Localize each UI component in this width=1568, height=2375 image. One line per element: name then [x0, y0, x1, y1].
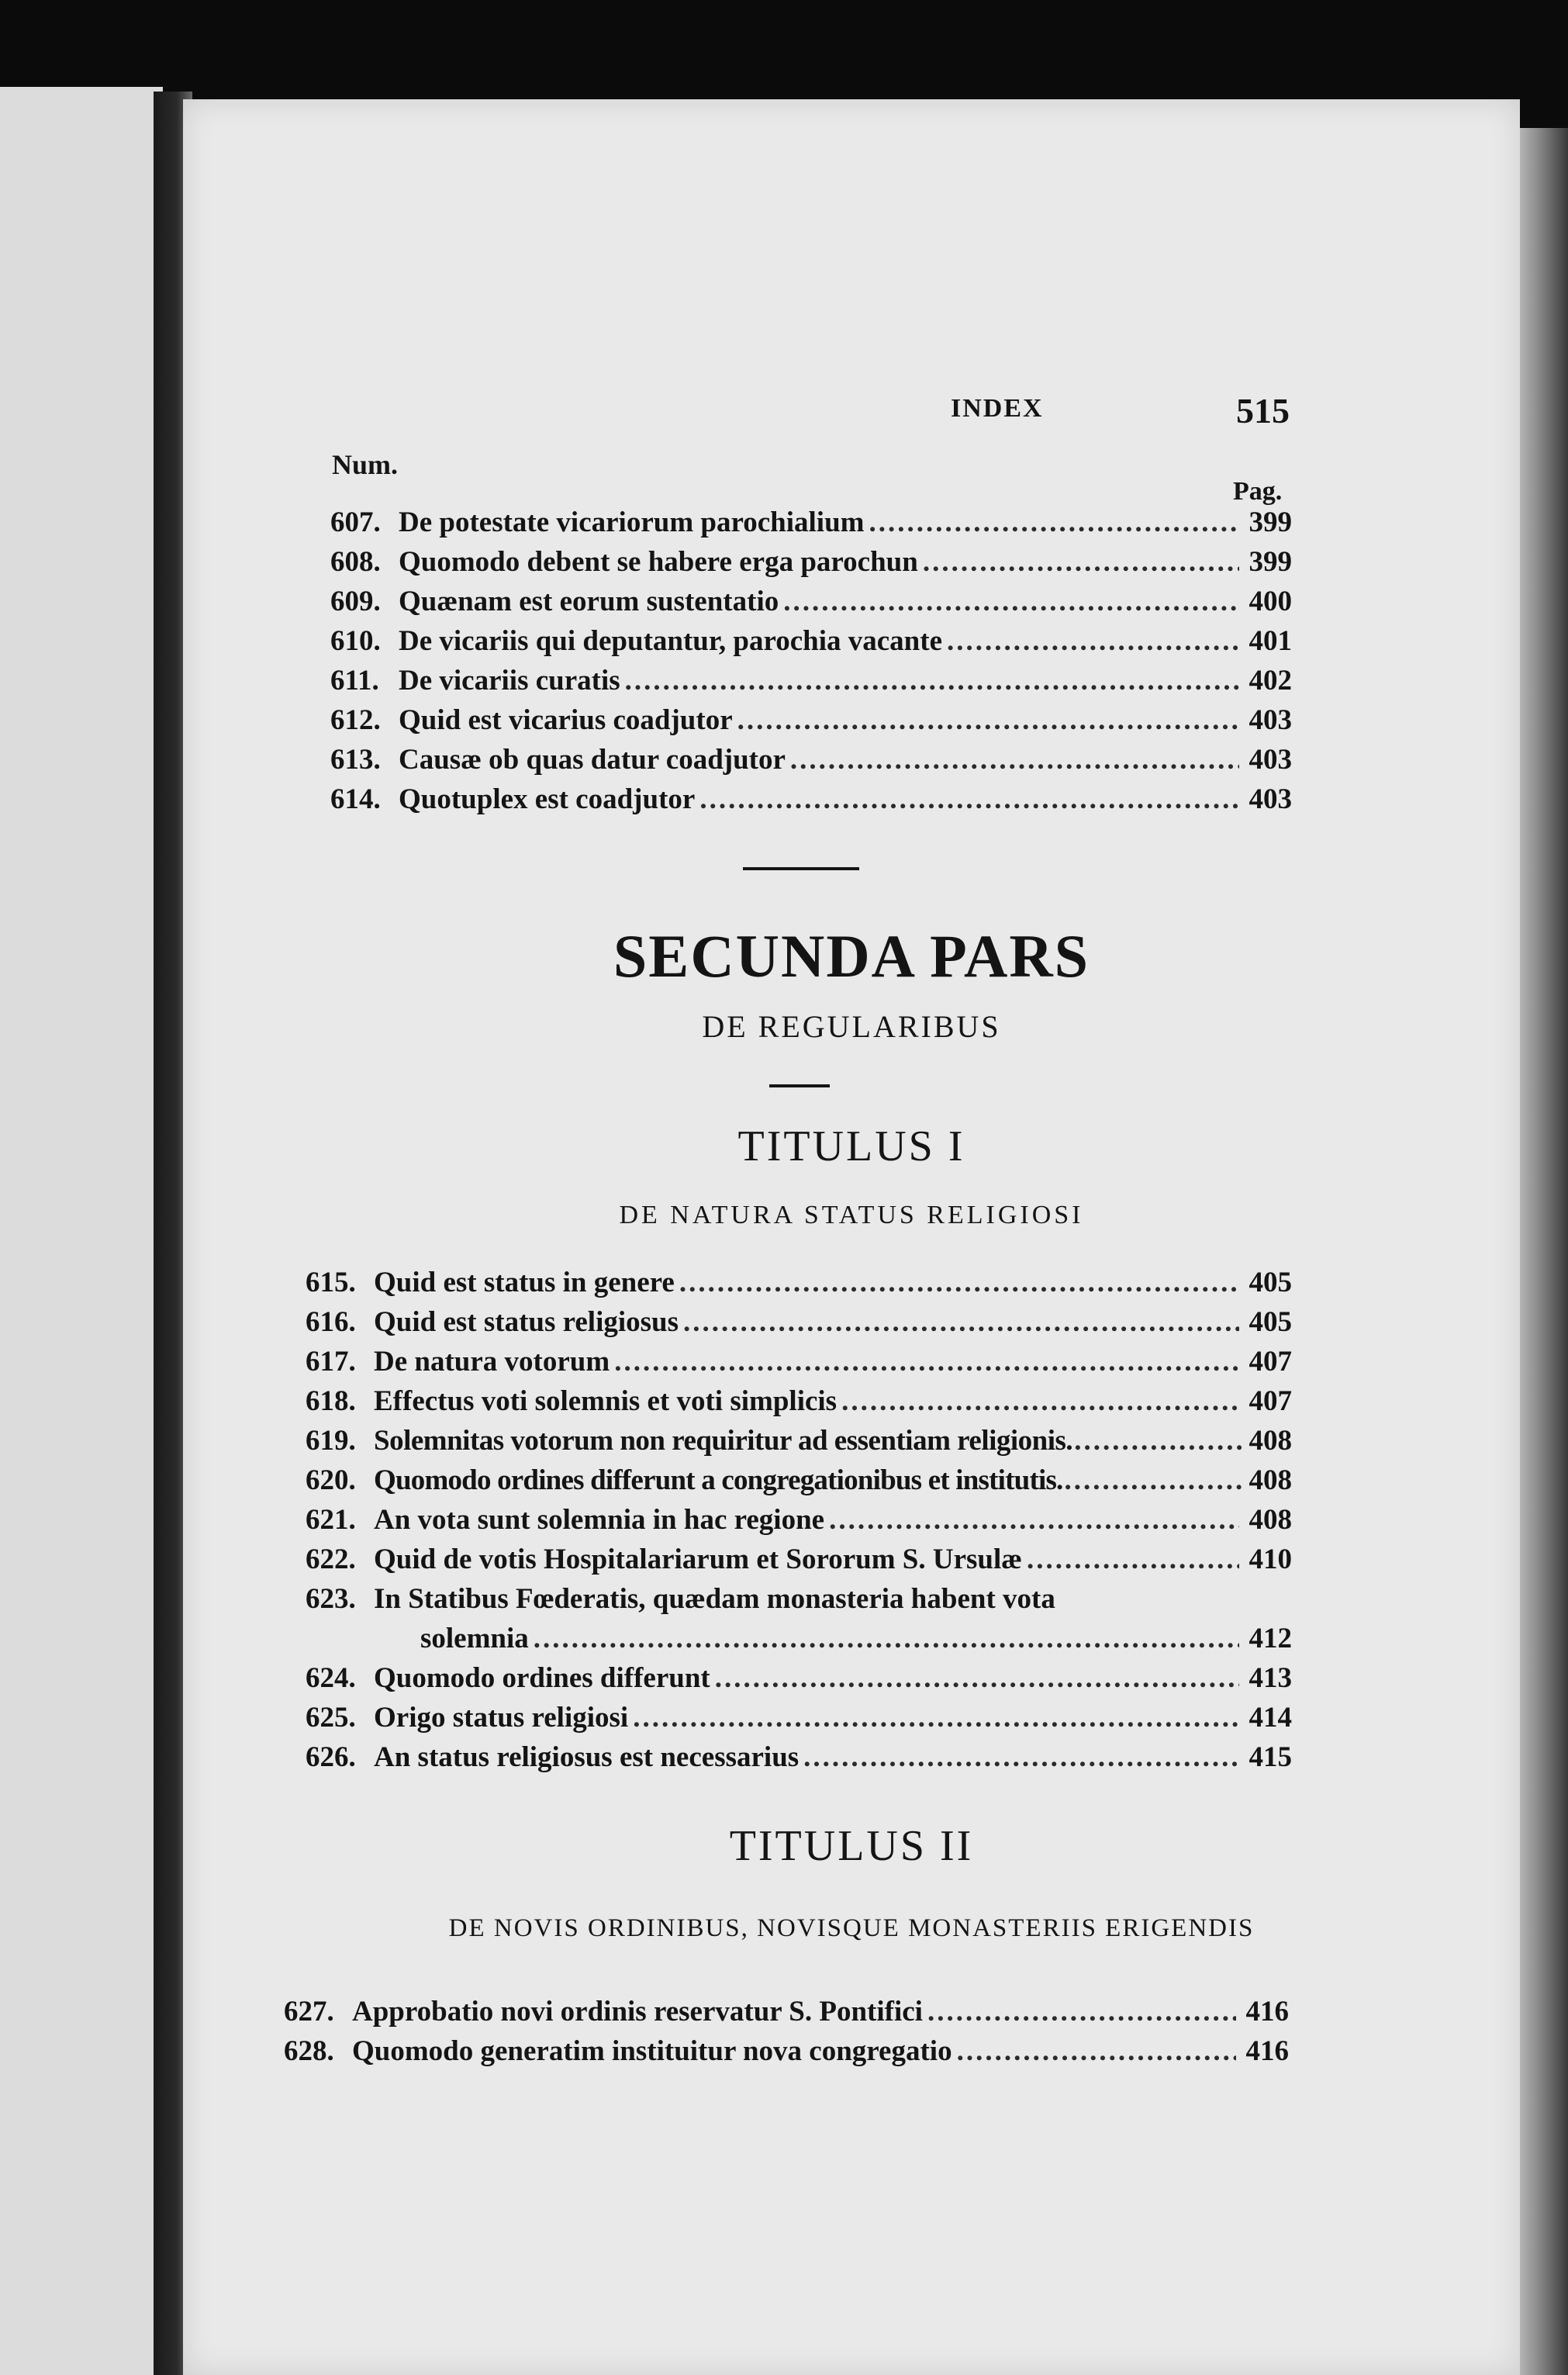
entry-title: Quænam est eorum sustentatio	[399, 586, 779, 617]
leader-dots	[683, 1302, 1239, 1342]
part-subtitle: DE REGULARIBUS	[702, 1009, 1001, 1044]
entry-page: 408	[1249, 1464, 1292, 1496]
toc-entry	[306, 1421, 1292, 1461]
leader-dots	[957, 2031, 1236, 2071]
entry-title: Effectus voti solemnis et voti simplicis	[374, 1385, 838, 1417]
entry-number: 621.	[306, 1504, 356, 1536]
leader-dots	[625, 661, 1239, 700]
toc-entry	[306, 1302, 1292, 1342]
toc-entry	[330, 700, 1292, 740]
toc-entry	[306, 1737, 1292, 1777]
titulus-1-heading: TITULUS I	[737, 1122, 965, 1170]
leader-dots	[1074, 1421, 1242, 1461]
entry-number: 617.	[306, 1346, 356, 1378]
titulus-2-heading: TITULUS II	[729, 1822, 974, 1870]
leader-dots	[633, 1698, 1239, 1737]
entry-title: Quid est vicarius coadjutor	[399, 704, 733, 736]
leader-dots	[534, 1619, 1239, 1658]
leader-dots	[841, 1381, 1239, 1421]
entry-number: 622.	[306, 1544, 356, 1575]
divider-rule	[769, 1084, 830, 1087]
entry-number: 612.	[330, 704, 381, 736]
entry-page: 399	[1249, 506, 1292, 538]
entry-number: 624.	[306, 1662, 356, 1694]
toc-entry	[330, 740, 1292, 780]
page-column-label: Pag.	[1233, 477, 1283, 506]
leader-dots	[947, 621, 1239, 661]
entry-number: 627.	[284, 1996, 334, 2028]
toc-entry	[330, 661, 1292, 700]
toc-entry	[330, 503, 1292, 542]
entry-page: 407	[1249, 1346, 1292, 1378]
toc-entry	[306, 1500, 1292, 1540]
toc-titulus-1	[306, 1263, 1292, 1777]
entry-title: An status religiosus est necessarius	[374, 1741, 800, 1773]
toc-entry	[330, 621, 1292, 661]
entry-page: 408	[1249, 1425, 1292, 1457]
entry-title: De potestate vicariorum parochialium	[399, 506, 865, 538]
entry-title: De natura votorum	[374, 1346, 610, 1378]
entry-page: 416	[1245, 1996, 1289, 2028]
entry-page: 413	[1249, 1662, 1292, 1694]
page-content	[183, 99, 1520, 2375]
entry-number: 611.	[330, 665, 379, 697]
leader-dots	[715, 1658, 1239, 1698]
entry-page: 415	[1249, 1741, 1292, 1773]
entry-page: 399	[1249, 546, 1292, 578]
entry-number: 609.	[330, 586, 381, 617]
entry-title: De vicariis curatis	[399, 665, 620, 697]
toc-entry	[306, 1381, 1292, 1421]
leader-dots	[790, 740, 1239, 780]
entry-title: Quid est status religiosus	[374, 1306, 679, 1338]
entry-title: Quomodo ordines differunt a congregationibus et institutis.	[374, 1464, 1063, 1496]
toc-entry	[306, 1658, 1292, 1698]
leader-dots	[869, 503, 1239, 542]
running-head: INDEX	[951, 394, 1044, 423]
entry-title: De vicariis qui deputantur, parochia vacante	[399, 625, 942, 657]
toc-entry	[284, 1992, 1289, 2031]
book-page	[183, 99, 1520, 2375]
entry-number: 607.	[330, 506, 381, 538]
entry-page: 402	[1249, 665, 1292, 697]
entry-page: 403	[1249, 744, 1292, 776]
leader-dots	[803, 1737, 1239, 1777]
entry-number: 628.	[284, 2035, 334, 2067]
leader-dots	[1065, 1461, 1243, 1500]
toc-entry	[306, 1461, 1292, 1500]
toc-entry	[306, 1263, 1292, 1302]
toc-entry	[306, 1579, 1292, 1619]
entry-title: Solemnitas votorum non requiritur ad essentiam religionis.	[374, 1425, 1073, 1457]
entry-page: 403	[1249, 704, 1292, 736]
toc-entry	[330, 542, 1292, 582]
entry-page: 400	[1249, 586, 1292, 617]
toc-section-1	[330, 503, 1292, 819]
entry-title-continued: solemnia	[420, 1623, 529, 1654]
entry-number: 626.	[306, 1741, 356, 1773]
entry-title: Quomodo ordines differunt	[374, 1662, 710, 1694]
num-column-label: Num.	[332, 449, 399, 480]
leader-dots	[829, 1500, 1239, 1540]
entry-title: Approbatio novi ordinis reservatur S. Pontifici	[352, 1996, 923, 2028]
toc-entry	[306, 1540, 1292, 1579]
entry-page: 407	[1249, 1385, 1292, 1417]
entry-title: In Statibus Fœderatis, quædam monasteria habent vota	[374, 1583, 1055, 1615]
entry-page: 414	[1249, 1702, 1292, 1734]
part-title: SECUNDA PARS	[613, 922, 1090, 990]
toc-entry	[284, 2031, 1289, 2071]
entry-title: Origo status religiosi	[374, 1702, 629, 1734]
toc-entry	[330, 780, 1292, 819]
leader-dots	[679, 1263, 1239, 1302]
entry-number: 608.	[330, 546, 381, 578]
leader-dots	[699, 780, 1239, 819]
leader-dots	[614, 1342, 1239, 1381]
entry-page: 412	[1249, 1623, 1292, 1654]
entry-number: 618.	[306, 1385, 356, 1417]
entry-title: Quotuplex est coadjutor	[399, 783, 696, 815]
page-edge-shadow	[1516, 128, 1568, 2375]
entry-title: Quomodo generatim instituitur nova congregatio	[352, 2035, 952, 2067]
entry-page: 405	[1249, 1267, 1292, 1298]
page-number: 515	[1236, 391, 1290, 430]
entry-number: 623.	[306, 1583, 356, 1615]
divider-rule	[743, 867, 859, 870]
entry-number: 620.	[306, 1464, 356, 1496]
toc-entry	[306, 1342, 1292, 1381]
entry-page: 410	[1249, 1544, 1292, 1575]
entry-page: 408	[1249, 1504, 1292, 1536]
leader-dots	[927, 1992, 1236, 2031]
entry-number: 610.	[330, 625, 381, 657]
toc-entry	[306, 1698, 1292, 1737]
entry-number: 619.	[306, 1425, 356, 1457]
entry-page: 401	[1249, 625, 1292, 657]
leader-dots	[783, 582, 1239, 621]
leader-dots	[923, 542, 1239, 582]
toc-titulus-2	[284, 1992, 1289, 2071]
leader-dots	[1027, 1540, 1239, 1579]
entry-page: 405	[1249, 1306, 1292, 1338]
entry-page: 403	[1249, 783, 1292, 815]
entry-number: 615.	[306, 1267, 356, 1298]
entry-title: Causæ ob quas datur coadjutor	[399, 744, 786, 776]
entry-page: 416	[1245, 2035, 1289, 2067]
leader-dots	[737, 700, 1239, 740]
facing-page-edge	[0, 87, 163, 2375]
entry-title: Quid est status in genere	[374, 1267, 675, 1298]
entry-number: 625.	[306, 1702, 356, 1734]
entry-number: 613.	[330, 744, 381, 776]
titulus-1-subheading: DE NATURA STATUS RELIGIOSI	[619, 1201, 1084, 1229]
entry-title: An vota sunt solemnia in hac regione	[374, 1504, 825, 1536]
entry-number: 614.	[330, 783, 381, 815]
toc-entry-continuation	[306, 1619, 1292, 1658]
titulus-2-subheading: DE NOVIS ORDINIBUS, NOVISQUE MONASTERIIS ERIGENDIS	[448, 1914, 1255, 1942]
entry-title: Quid de votis Hospitalariarum et Sororum S. Ursulæ	[374, 1544, 1022, 1575]
entry-title: Quomodo debent se habere erga parochun	[399, 546, 918, 578]
toc-entry	[330, 582, 1292, 621]
entry-number: 616.	[306, 1306, 356, 1338]
